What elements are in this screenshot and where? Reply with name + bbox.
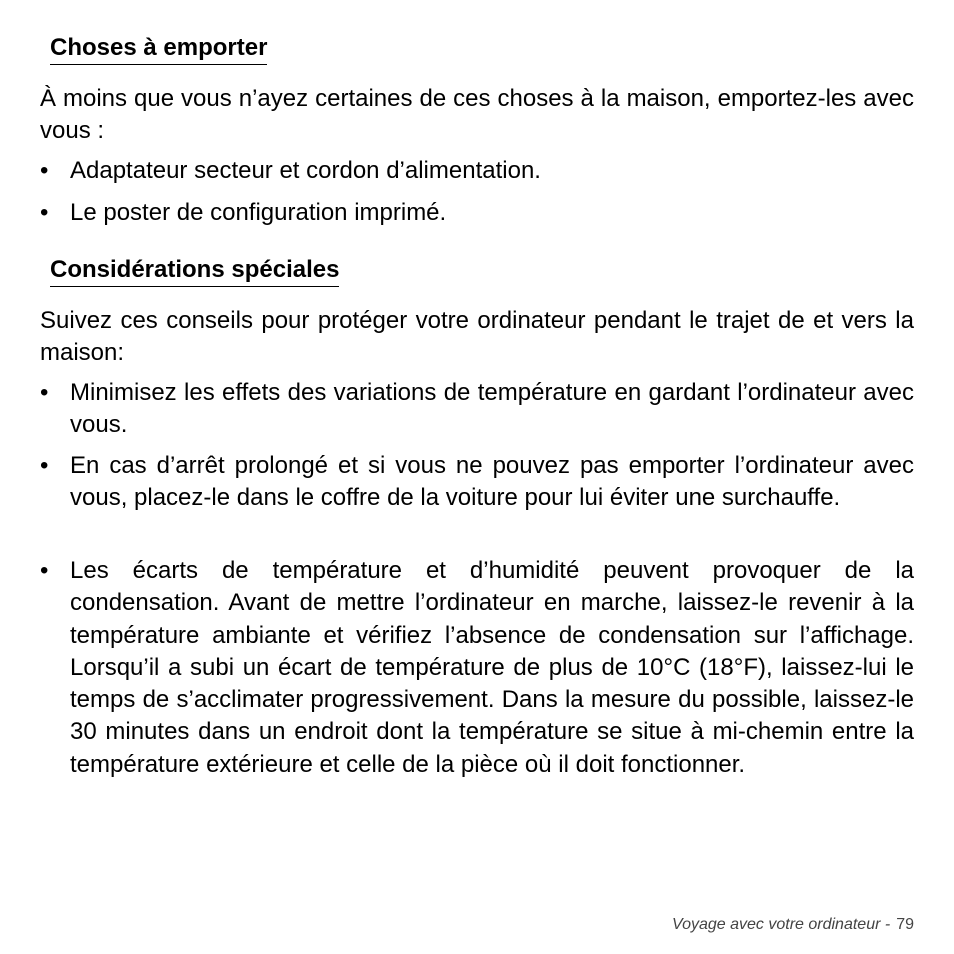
section-heading-things-to-bring: Choses à emporter: [50, 32, 267, 65]
list-item-text: En cas d’arrêt prolongé et si vous ne pouvez pas emporter l’ordinateur avec vous, placez-le dans le coffre de la voiture pour lui éviter une surchauffe.: [70, 452, 914, 512]
intro-paragraph-special-considerations: Suivez ces conseils pour protéger votre ordinateur pendant le trajet de et vers la maison:: [40, 307, 914, 367]
bullet-marker: •: [40, 379, 49, 406]
list-item-text: Minimisez les effets des variations de température en gardant l’ordinateur avec vous.: [70, 379, 914, 439]
page-footer: [672, 916, 914, 934]
list-item: [40, 450, 914, 515]
list-item-text: Adaptateur secteur et cordon d’alimentation.: [70, 157, 541, 184]
list-item: [40, 377, 914, 442]
intro-paragraph-things-to-bring: À moins que vous n’ayez certaines de ces choses à la maison, emportez-les avec vous :: [40, 85, 914, 145]
page-number: 79: [896, 916, 914, 933]
list-item: [40, 155, 914, 187]
bullet-marker: •: [40, 157, 49, 184]
footer-chapter-title: Voyage avec votre ordinateur -: [672, 916, 891, 933]
bullet-marker: •: [40, 557, 49, 584]
list-item-text: Le poster de configuration imprimé.: [70, 199, 447, 226]
bullet-marker: •: [40, 452, 49, 479]
list-item-text: Les écarts de température et d’humidité peuvent provoquer de la condensation. Avant de mettre l’ordinateur en marche, laissez-le revenir à la température ambiante et vérifiez l’absence de condensation sur l’affichage. Lorsqu’il a subi un écart de température de plus de 10°C (18°F), laissez-lui le temps de s’acclimater progressivement. Dans la mesure du possible, laissez-le 30 minutes dans un endroit dont la température se situe à mi-chemin entre la température extérieure et celle de la pièce où il doit fonctionner.: [70, 557, 914, 778]
section-heading-special-considerations: Considérations spéciales: [50, 254, 339, 287]
list-item: [40, 197, 914, 229]
bullet-marker: •: [40, 199, 49, 226]
list-item: [40, 555, 914, 781]
